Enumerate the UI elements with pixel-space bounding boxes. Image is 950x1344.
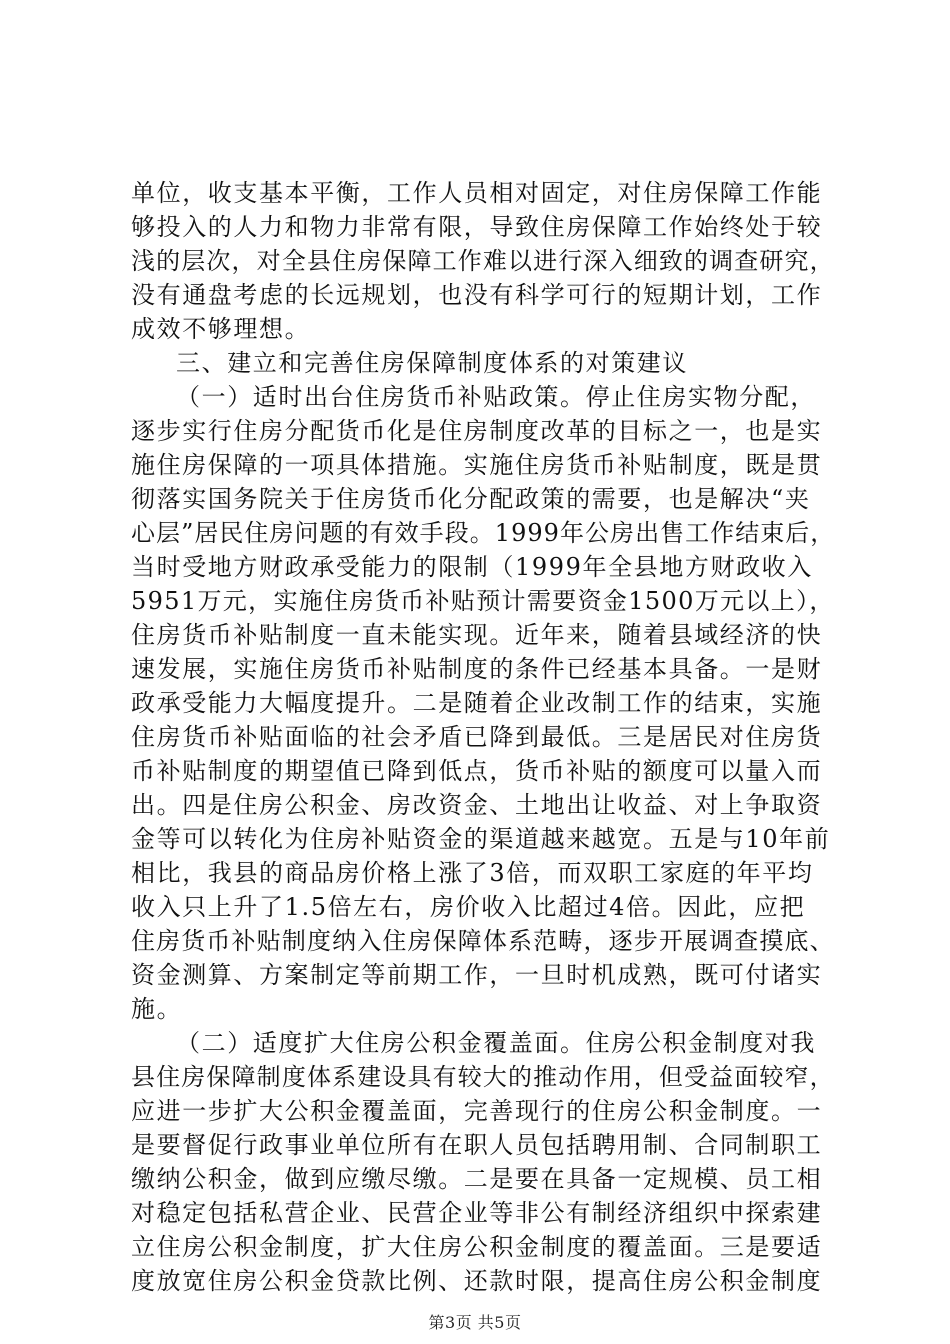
section-heading: 三、建立和完善住房保障制度体系的对策建议 bbox=[176, 349, 688, 377]
body-line: 政承受能力大幅度提升。二是随着企业改制工作的结束，实施 bbox=[131, 689, 823, 717]
body-line: 住房货币补贴面临的社会矛盾已降到最低。三是居民对住房货 bbox=[131, 723, 823, 751]
body-line: 应进一步扩大公积金覆盖面，完善现行的住房公积金制度。一 bbox=[131, 1097, 823, 1125]
body-line: 县住房保障制度体系建设具有较大的推动作用，但受益面较窄， bbox=[131, 1063, 835, 1091]
body-line: 出。四是住房公积金、房改资金、土地出让收益、对上争取资 bbox=[131, 791, 823, 819]
body-line: 浅的层次，对全县住房保障工作难以进行深入细致的调查研究， bbox=[131, 247, 835, 275]
body-line: 金等可以转化为住房补贴资金的渠道越来越宽。五是与10年前 bbox=[131, 825, 831, 853]
body-line: 5951万元，实施住房货币补贴预计需要资金1500万元以上）， bbox=[131, 587, 835, 615]
body-line: 没有通盘考虑的长远规划，也没有科学可行的短期计划，工作 bbox=[131, 281, 823, 309]
body-line: 心层”居民住房问题的有效手段。1999年公房出售工作结束后， bbox=[131, 519, 836, 547]
body-line: 速发展，实施住房货币补贴制度的条件已经基本具备。一是财 bbox=[131, 655, 823, 683]
page-number-footer: 第3页 共5页 bbox=[428, 1313, 522, 1332]
body-line: 成效不够理想。 bbox=[131, 315, 311, 343]
body-line: 当时受地方财政承受能力的限制（1999年全县地方财政收入 bbox=[131, 553, 813, 581]
body-line: 施。 bbox=[131, 995, 183, 1023]
body-line: 彻落实国务院关于住房货币化分配政策的需要，也是解决“夹 bbox=[131, 485, 811, 513]
body-line: 对稳定包括私营企业、民营企业等非公有制经济组织中探索建 bbox=[131, 1199, 823, 1227]
body-line: 单位，收支基本平衡，工作人员相对固定，对住房保障工作能 bbox=[131, 179, 823, 207]
body-line: 资金测算、方案制定等前期工作，一旦时机成熟，既可付诸实 bbox=[131, 961, 823, 989]
body-line: 够投入的人力和物力非常有限，导致住房保障工作始终处于较 bbox=[131, 213, 823, 241]
body-line: 住房货币补贴制度纳入住房保障体系范畴，逐步开展调查摸底、 bbox=[131, 927, 835, 955]
body-line: 收入只上升了1.5倍左右，房价收入比超过4倍。因此，应把 bbox=[131, 893, 806, 921]
body-line: 逐步实行住房分配货币化是住房制度改革的目标之一，也是实 bbox=[131, 417, 823, 445]
subsection-heading: （一）适时出台住房货币补贴政策。停止住房实物分配， bbox=[176, 383, 816, 411]
body-line: 施住房保障的一项具体措施。实施住房货币补贴制度，既是贯 bbox=[131, 451, 823, 479]
body-line: 缴纳公积金，做到应缴尽缴。二是要在具备一定规模、员工相 bbox=[131, 1165, 823, 1193]
body-line: 币补贴制度的期望值已降到低点，货币补贴的额度可以量入而 bbox=[131, 757, 823, 785]
body-line: 度放宽住房公积金贷款比例、还款时限，提高住房公积金制度 bbox=[131, 1267, 823, 1295]
body-line: 立住房公积金制度，扩大住房公积金制度的覆盖面。三是要适 bbox=[131, 1233, 823, 1261]
body-line: 住房货币补贴制度一直未能实现。近年来，随着县域经济的快 bbox=[131, 621, 823, 649]
body-line: 是要督促行政事业单位所有在职人员包括聘用制、合同制职工 bbox=[131, 1131, 823, 1159]
body-line: 相比，我县的商品房价格上涨了3倍，而双职工家庭的年平均 bbox=[131, 859, 814, 887]
subsection-heading: （二）适度扩大住房公积金覆盖面。住房公积金制度对我 bbox=[176, 1029, 816, 1057]
